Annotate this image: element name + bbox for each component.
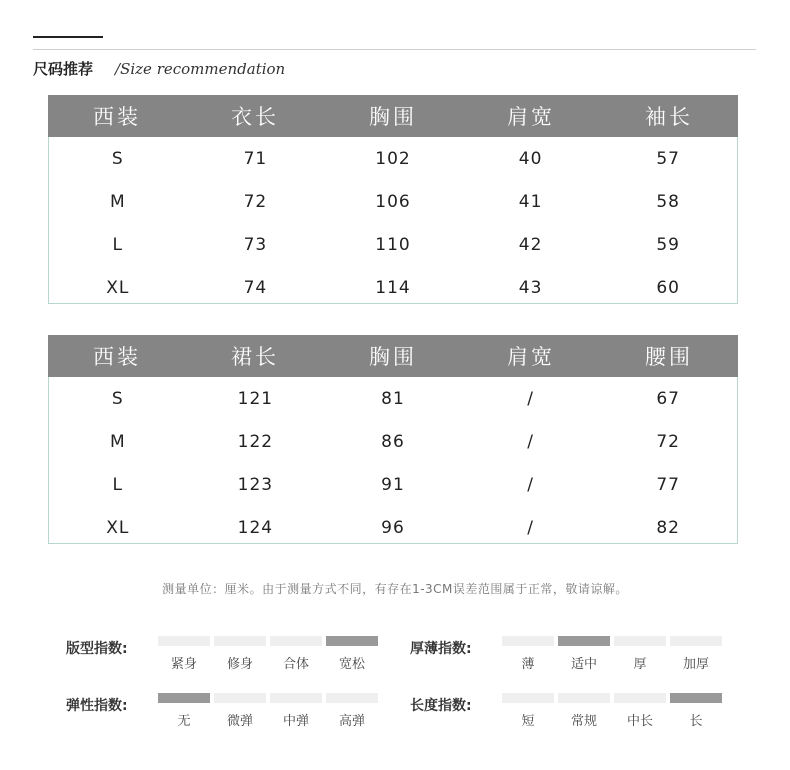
index-option <box>158 693 210 729</box>
header-cell: 胸围 <box>369 105 417 129</box>
table-cell: 102 <box>375 148 411 169</box>
table-row <box>49 463 737 506</box>
table-cell: L <box>112 474 124 495</box>
thickness-index <box>410 636 726 672</box>
table-cell: / <box>527 388 534 409</box>
index-bar <box>158 693 210 703</box>
table-cell: XL <box>106 517 130 538</box>
table-header <box>48 95 738 137</box>
table-cell: / <box>527 517 534 538</box>
table-cell: 82 <box>656 517 680 538</box>
index-option-label: 修身 <box>226 657 253 672</box>
index-option-label: 长 <box>689 714 703 729</box>
table-cell: 124 <box>237 517 274 538</box>
index-bar <box>614 636 666 646</box>
table-header <box>48 335 738 377</box>
index-option-label: 加厚 <box>682 657 709 672</box>
index-option <box>270 636 322 672</box>
index-option <box>502 636 554 672</box>
header-cell: 腰围 <box>645 345 693 369</box>
index-bar <box>326 636 378 646</box>
index-label: 弹性指数: <box>66 698 128 714</box>
index-option <box>558 693 610 729</box>
index-option-label: 适中 <box>570 657 597 672</box>
index-bar <box>558 693 610 703</box>
table-cell: S <box>111 388 124 409</box>
index-option <box>270 693 322 729</box>
index-option <box>326 636 378 672</box>
table-row <box>49 180 737 223</box>
table-cell: L <box>112 234 124 255</box>
table-cell: 77 <box>656 474 680 495</box>
index-option-label: 无 <box>177 714 191 729</box>
index-option <box>614 693 666 729</box>
size-table-jacket <box>48 95 738 304</box>
table-cell: 81 <box>381 388 405 409</box>
header-cell: 胸围 <box>369 345 417 369</box>
table-row <box>49 223 737 266</box>
elasticity-index <box>66 693 382 729</box>
table-cell: 91 <box>381 474 405 495</box>
table-cell: S <box>111 148 124 169</box>
index-option-label: 微弹 <box>226 714 253 729</box>
index-option <box>214 693 266 729</box>
index-option-label: 薄 <box>521 657 535 672</box>
index-option-label: 中弹 <box>282 714 309 729</box>
table-cell: M <box>109 431 126 452</box>
table-cell: 57 <box>656 148 680 169</box>
table-cell: 74 <box>243 277 268 298</box>
index-bar <box>270 636 322 646</box>
heading-en: /Size recommendation <box>115 60 286 78</box>
header-cell: 西装 <box>93 105 141 129</box>
index-option-label: 短 <box>521 714 535 729</box>
index-label: 厚薄指数: <box>410 641 472 657</box>
index-option-label: 常规 <box>570 714 597 729</box>
table-cell: 71 <box>243 148 268 169</box>
index-option <box>558 636 610 672</box>
divider <box>33 49 756 50</box>
heading-zh: 尺码推荐 <box>33 60 94 78</box>
index-bar <box>214 636 266 646</box>
index-bar <box>558 636 610 646</box>
index-bar <box>502 636 554 646</box>
index-option <box>670 636 722 672</box>
table-row <box>49 137 737 180</box>
index-option <box>670 693 722 729</box>
index-option <box>158 636 210 672</box>
header-cell: 西装 <box>93 345 141 369</box>
index-label: 长度指数: <box>410 698 472 714</box>
section-heading <box>33 58 285 82</box>
index-label: 版型指数: <box>66 641 128 657</box>
index-bar <box>158 636 210 646</box>
table-row <box>49 420 737 463</box>
table-cell: XL <box>106 277 130 298</box>
index-bar <box>614 693 666 703</box>
index-bar <box>270 693 322 703</box>
index-option-label: 中长 <box>626 714 653 729</box>
table-cell: 72 <box>243 191 268 212</box>
table-cell: / <box>527 474 534 495</box>
table-cell: 40 <box>518 148 543 169</box>
table-cell: 86 <box>381 431 405 452</box>
table-cell: 110 <box>375 234 411 255</box>
table-cell: 114 <box>375 277 411 298</box>
measurement-note: 测量单位：厘米。由于测量方式不同，有存在1-3CM误差范围属于正常，敬请谅解。 <box>162 582 628 596</box>
table-row <box>49 506 737 549</box>
table-cell: 43 <box>518 277 543 298</box>
index-bar <box>670 693 722 703</box>
index-option <box>614 636 666 672</box>
index-bar <box>214 693 266 703</box>
index-option-label: 高弹 <box>338 714 365 729</box>
table-cell: 106 <box>375 191 411 212</box>
table-cell: M <box>109 191 126 212</box>
header-cell: 袖长 <box>645 105 693 129</box>
table-row <box>49 377 737 420</box>
table-cell: / <box>527 431 534 452</box>
index-option <box>502 693 554 729</box>
fit-index <box>66 636 382 672</box>
index-bar <box>670 636 722 646</box>
table-cell: 58 <box>656 191 680 212</box>
index-option-label: 合体 <box>282 657 309 672</box>
index-option <box>214 636 266 672</box>
length-index <box>410 693 726 729</box>
table-row <box>49 266 737 309</box>
top-accent-line <box>33 36 103 38</box>
header-cell: 肩宽 <box>507 105 555 129</box>
table-cell: 60 <box>656 277 680 298</box>
size-table-skirt <box>48 335 738 544</box>
table-cell: 123 <box>237 474 274 495</box>
table-cell: 121 <box>237 388 274 409</box>
index-option-label: 厚 <box>633 657 647 672</box>
header-cell: 裙长 <box>231 345 279 369</box>
index-option-label: 宽松 <box>338 657 365 672</box>
table-cell: 96 <box>381 517 405 538</box>
header-cell: 肩宽 <box>507 345 555 369</box>
table-cell: 59 <box>656 234 680 255</box>
index-bar <box>502 693 554 703</box>
table-cell: 122 <box>237 431 274 452</box>
index-bar <box>326 693 378 703</box>
header-cell: 衣长 <box>231 105 279 129</box>
table-cell: 41 <box>518 191 543 212</box>
index-option-label: 紧身 <box>170 657 197 672</box>
table-cell: 73 <box>243 234 268 255</box>
table-cell: 72 <box>656 431 680 452</box>
table-cell: 67 <box>656 388 680 409</box>
table-cell: 42 <box>518 234 543 255</box>
index-option <box>326 693 378 729</box>
